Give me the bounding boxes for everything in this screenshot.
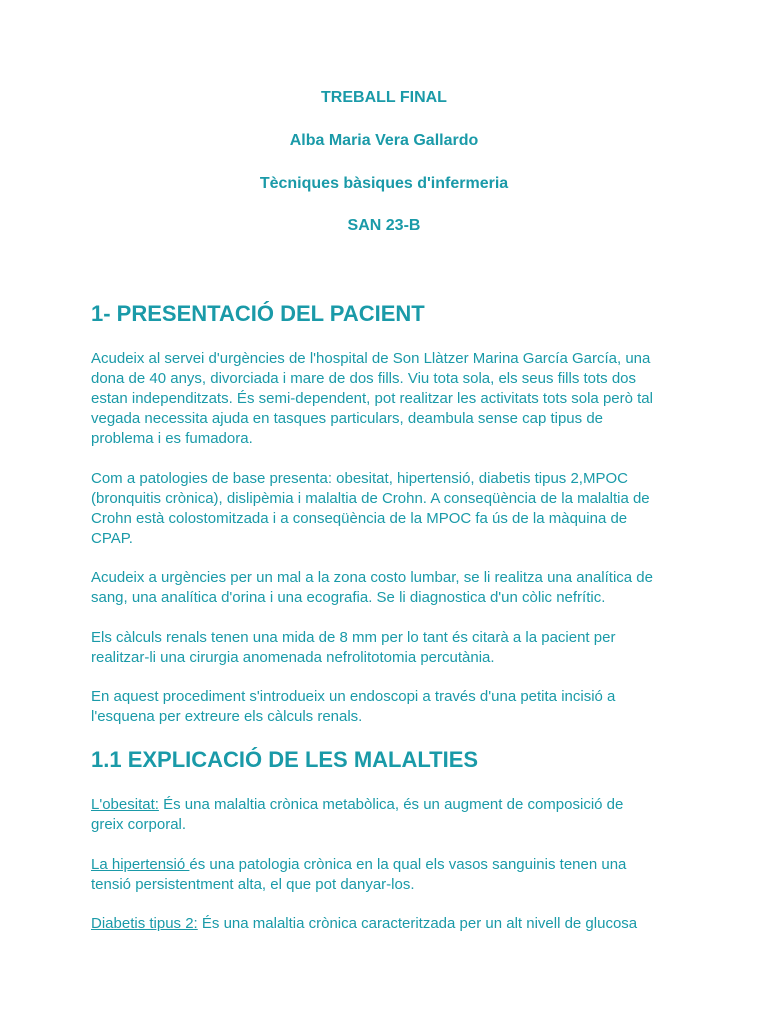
text-line: greix corporal. [91,816,187,833]
text-line: realitzar-li una cirurgia anomenada nefrolitotomia percutània. [91,649,495,666]
paragraph-kidney-stones [91,628,681,668]
definition-hypertension [91,855,681,895]
text-line: Els càlculs renals tenen una mida de 8 mm per lo tant és citarà a la pacient per [91,629,616,646]
text-line: dona de 40 anys, divorciada i mare de dos fills. Viu tota sola, els seus fills tots dos [91,370,637,387]
term-diabetes: Diabetis tipus 2: [91,915,198,932]
text-line: CPAP. [91,530,133,547]
definition-text: És una malaltia crònica caracteritzada per un alt nivell de glucosa [197,915,638,932]
author-name: Alba Maria Vera Gallardo [289,132,479,149]
text-line: problema i es fumadora. [91,430,253,447]
text-line: Com a patologies de base presenta: obesitat, hipertensió, diabetis tipus 2,MPOC [91,470,628,487]
section-heading-presentation: 1- PRESENTACIÓ DEL PACIENT [91,301,425,326]
document-title: TREBALL FINAL [321,89,447,106]
text-line: tensió persistentment alta, el que pot danyar-los. [91,876,415,893]
subject-name: Tècniques bàsiques d'infermeria [259,175,509,192]
paragraph-base-pathologies [91,469,681,549]
text-line: vegada necessita ajuda en tasques particulars, deambula sense cap tipus de [91,410,603,427]
section-heading-diseases: 1.1 EXPLICACIÓ DE LES MALALTIES [91,747,479,772]
term-obesity: L'obesitat: [91,796,159,813]
text-line: Acudeix al servei d'urgències de l'hospital de Son Llàtzer Marina García García, una [91,350,651,367]
paragraph-patient-intro [91,349,681,449]
text-line: sang, una analítica d'orina i una ecografia. Se li diagnostica d'un còlic nefrític. [91,589,606,606]
text-line [91,855,681,875]
text-line: Crohn està colostomitzada i a conseqüència de la MPOC fa ús de la màquina de [91,510,628,527]
group-code: SAN 23-B [347,217,421,234]
definition-text: és una patologia crònica en la qual els vasos sanguinis tenen una [189,856,627,873]
text-line: l'esquena per extreure els càlculs renals. [91,708,363,725]
term-hypertension: La hipertensió [91,856,190,873]
text-line: (bronquitis crònica), dislipèmia i malaltia de Crohn. A conseqüència de la malaltia de [91,490,650,507]
text-line: Acudeix a urgències per un mal a la zona costo lumbar, se li realitza una analítica de [91,569,653,586]
definition-obesity [91,795,681,835]
text-line: estan independitzats. És semi-dependent, pot realitzar les activitats tots sola però tal [91,390,653,407]
paragraph-diagnosis [91,568,681,608]
text-line [91,914,681,934]
definition-diabetes [91,914,681,934]
definition-text: És una malaltia crònica metabòlica, és un augment de composició de [158,796,624,813]
text-line: En aquest procediment s'introdueix un endoscopi a través d'una petita incisió a [91,688,616,705]
paragraph-procedure [91,687,681,727]
text-line [91,795,681,815]
